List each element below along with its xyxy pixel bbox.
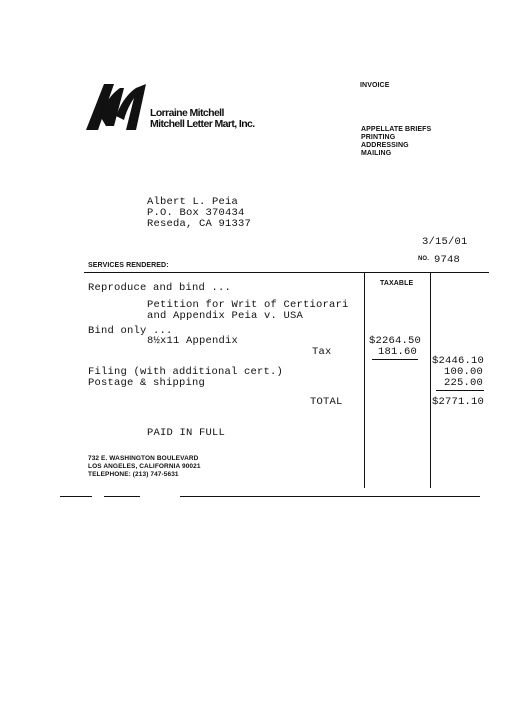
- tax-label: Tax: [312, 346, 332, 358]
- line-appendix: 8½x11 Appendix: [147, 335, 239, 347]
- subtotal-amount: $2446.10: [432, 355, 485, 367]
- line-petition-1: Petition for Writ of Certiorari: [147, 299, 349, 311]
- line-postage: Postage & shipping: [88, 377, 206, 389]
- footer-address-line1: 732 E. WASHINGTON BOULEVARD: [88, 455, 199, 462]
- amount-column-left-rule: [430, 272, 431, 488]
- taxable-column-left-rule: [364, 272, 365, 488]
- line-filing: Filing (with additional cert.): [88, 366, 284, 378]
- service-item: ADDRESSING: [361, 142, 409, 149]
- company-logo-mark: [84, 82, 150, 132]
- taxable-amount: $2264.50: [369, 335, 422, 347]
- service-item: PRINTING: [361, 134, 396, 141]
- bottom-rule-segment: [60, 496, 92, 497]
- footer-address: [88, 455, 201, 479]
- tax-underline: [372, 359, 418, 360]
- invoice-label: INVOICE: [360, 82, 390, 89]
- services-list: [361, 126, 431, 158]
- postage-underline: [436, 390, 484, 391]
- paid-in-full-note: PAID IN FULL: [147, 427, 226, 439]
- table-top-rule: [84, 272, 489, 273]
- total-label: TOTAL: [310, 396, 343, 408]
- recipient-address-2: Reseda, CA 91337: [147, 218, 252, 230]
- taxable-header: TAXABLE: [380, 280, 414, 287]
- total-amount: $2771.10: [432, 396, 485, 408]
- line-petition-2: and Appendix Peia v. USA: [147, 310, 304, 322]
- invoice-date: 3/15/01: [422, 236, 468, 248]
- services-rendered-label: SERVICES RENDERED:: [88, 262, 169, 269]
- bottom-rule-segment: [180, 496, 480, 497]
- footer-address-line2: LOS ANGELES, CALIFORNIA 90021: [88, 463, 201, 470]
- service-item: MAILING: [361, 150, 392, 157]
- line-reproduce: Reproduce and bind ...: [88, 282, 232, 294]
- line-bind-only: Bind only ...: [88, 325, 173, 337]
- filing-amount: 100.00: [443, 366, 483, 378]
- company-name-line1: Lorraine Mitchell: [150, 107, 224, 119]
- postage-amount: 225.00: [443, 377, 483, 389]
- service-item: APPELLATE BRIEFS: [361, 126, 432, 133]
- footer-phone: TELEPHONE: (213) 747-5631: [88, 471, 179, 478]
- company-name-line2: Mitchell Letter Mart, Inc.: [150, 118, 255, 130]
- invoice-number: 9748: [434, 254, 461, 266]
- recipient-name: Albert L. Peia: [147, 196, 239, 208]
- recipient-address-1: P.O. Box 370434: [147, 207, 245, 219]
- number-label: NO.: [418, 256, 429, 262]
- bottom-rule-segment: [104, 496, 140, 497]
- tax-amount: 181.60: [377, 346, 417, 358]
